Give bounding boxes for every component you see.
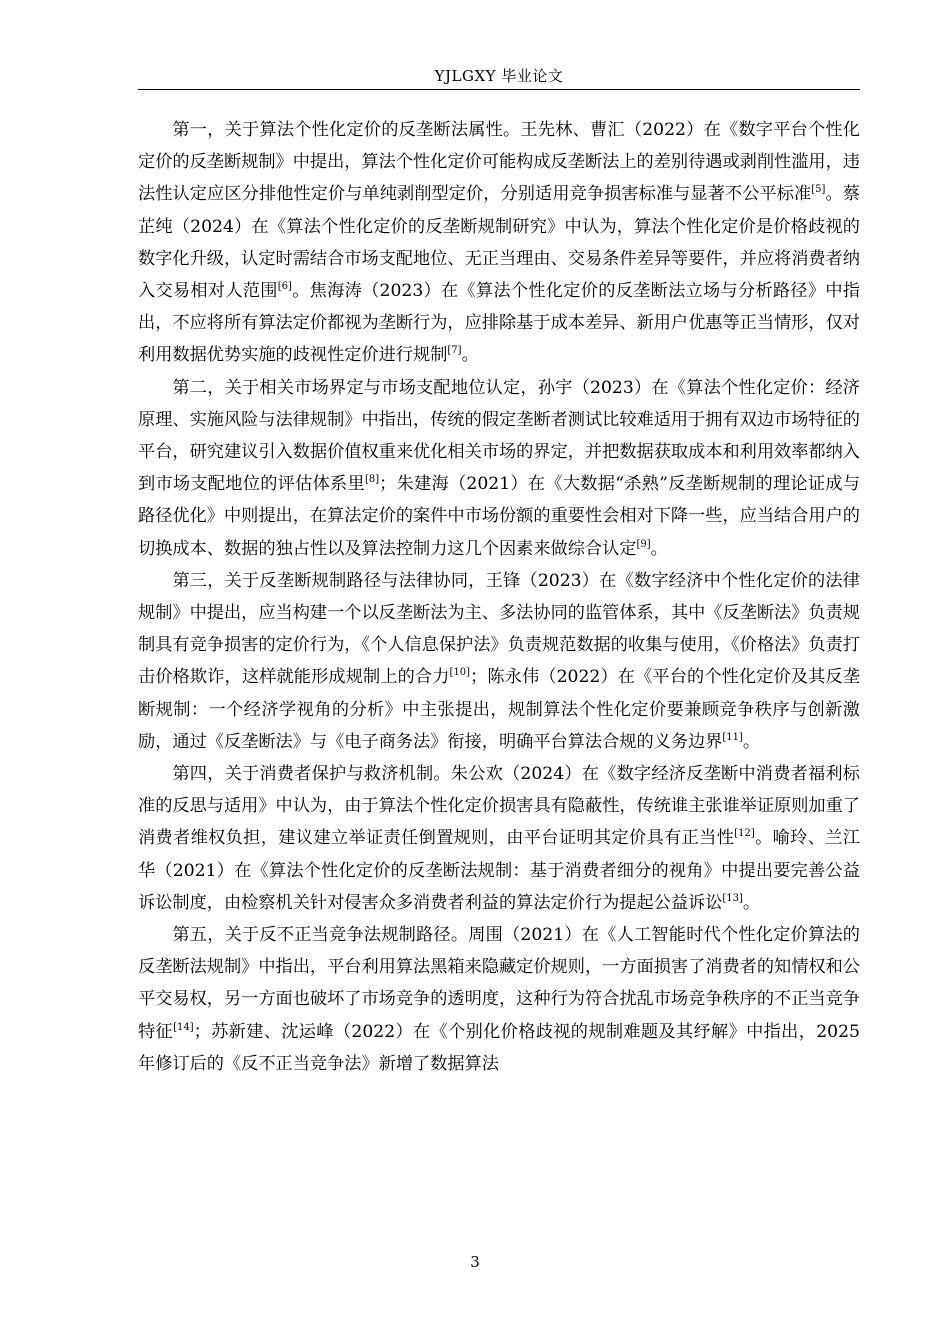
page-number: 3	[470, 1253, 480, 1271]
citation-reference: [5]	[811, 184, 826, 196]
citation-reference: [12]	[734, 828, 755, 840]
paragraph-text: ；朱建海（2021）在《大数据“杀熟”反垄断规制的理论证成与路径优化》中则提出，在算法定价的案件中市场份额的重要性会相对下降一些，应当结合用户的切换成本、数据的独占性以及算法控制力这几个因素来做综合认定	[138, 474, 860, 559]
body-paragraph	[138, 372, 860, 565]
body-paragraph	[138, 758, 860, 919]
header-divider	[138, 89, 860, 90]
paragraph-text: 。	[461, 345, 479, 366]
paragraph-text: ；陈永伟（2022）在《平台的个性化定价及其反垄断规制：一个经济学视角的分析》中主张提出，规制算法个性化定价要兼顾竞争秩序与创新激励，通过《反垄断法》与《电子商务法》衔接，明确平台算法合规的义务边界	[138, 667, 860, 752]
citation-reference: [14]	[173, 1021, 194, 1033]
paragraph-text: 。	[742, 892, 761, 913]
paragraph-text: 第二，关于相关市场界定与市场支配地位认定，孙宇（2023）在《算法个性化定价：经济原理、实施风险与法律规制》中指出，传统的假定垄断者测试比较难适用于拥有双边市场特征的平台，研究建议引入数据价值权重来优化相关市场的界定，并把数据获取成本和利用效率都纳入到市场支配地位的评估体系里	[138, 377, 860, 495]
paragraph-text: 。焦海涛（2023）在《算法个性化定价的反垄断法立场与分析路径》中指出，不应将所有算法定价都视为垄断行为，应排除基于成本差异、新用户优惠等正当情形，仅对利用数据优势实施的歧视性定价进行规制	[138, 281, 860, 366]
paragraph-text: 第五，关于反不正当竞争法规制路径。周围（2021）在《人工智能时代个性化定价算法的反垄断法规制》中指出，平台利用算法黑箱来隐藏定价规则，一方面损害了消费者的知情权和公平交易权，另一方面也破坏了市场竞争的透明度，这种行为符合扰乱市场竞争秩序的不正当竞争特征	[138, 925, 860, 1042]
citation-reference: [11]	[722, 731, 743, 743]
paragraph-text: ；苏新建、沈运峰（2022）在《个别化价格歧视的规制难题及其纾解》中指出，2025年修订后的《反不正当竞争法》新增了数据算法	[138, 1021, 860, 1074]
paragraph-text: 。	[742, 731, 761, 752]
body-paragraph	[138, 919, 860, 1080]
citation-reference: [9]	[636, 538, 651, 550]
document-body	[138, 114, 860, 1080]
running-header: YJLGXY 毕业论文	[434, 67, 564, 85]
paragraph-text: 。喻玲、兰江华（2021）在《算法个性化定价的反垄断法规制：基于消费者细分的视角》中提出要完善公益诉讼制度，由检察机关针对侵害众多消费者利益的算法定价行为提起公益诉讼	[138, 828, 860, 913]
citation-reference: [10]	[449, 667, 471, 679]
paragraph-text: 第一，关于算法个性化定价的反垄断法属性。王先林、曹汇（2022）在《数字平台个性化定价的反垄断规制》中提出，算法个性化定价可能构成反垄断法上的差别待遇或剥削性滥用，违法性认定应区分排他性定价与单纯剥削型定价，分别适用竞争损害标准与显著不公平标准	[138, 120, 860, 205]
paragraph-text: 第三，关于反垄断规制路径与法律协同，王锋（2023）在《数字经济中个性化定价的法律规制》中提出，应当构建一个以反垄断法为主、多法协同的监管体系，其中《反垄断法》负责规制具有竞争损害的定价行为，《个人信息保护法》负责规范数据的收集与使用，《价格法》负责打击价格欺诈，这样就能形成规制上的合力	[138, 570, 860, 688]
citation-reference: [7]	[447, 345, 462, 357]
citation-reference: [8]	[364, 474, 380, 486]
body-paragraph	[138, 565, 860, 758]
body-paragraph	[138, 114, 860, 372]
paragraph-text: 。蔡芷纯（2024）在《算法个性化定价的反垄断规制研究》中认为，算法个性化定价是价格歧视的数字化升级，认定时需结合市场支配地位、无正当理由、交易条件差异等要件，并应将消费者纳入交易相对人范围	[138, 184, 860, 302]
paragraph-text: 第四，关于消费者保护与救济机制。朱公欢（2024）在《数字经济反垄断中消费者福利标准的反思与适用》中认为，由于算法个性化定价损害具有隐蔽性，传统谁主张谁举证原则加重了消费者维权负担，建议建立举证责任倒置规则，由平台证明其定价具有正当性	[138, 764, 860, 849]
paragraph-text: 。	[650, 538, 668, 559]
citation-reference: [13]	[722, 892, 743, 904]
citation-reference: [6]	[277, 281, 292, 293]
